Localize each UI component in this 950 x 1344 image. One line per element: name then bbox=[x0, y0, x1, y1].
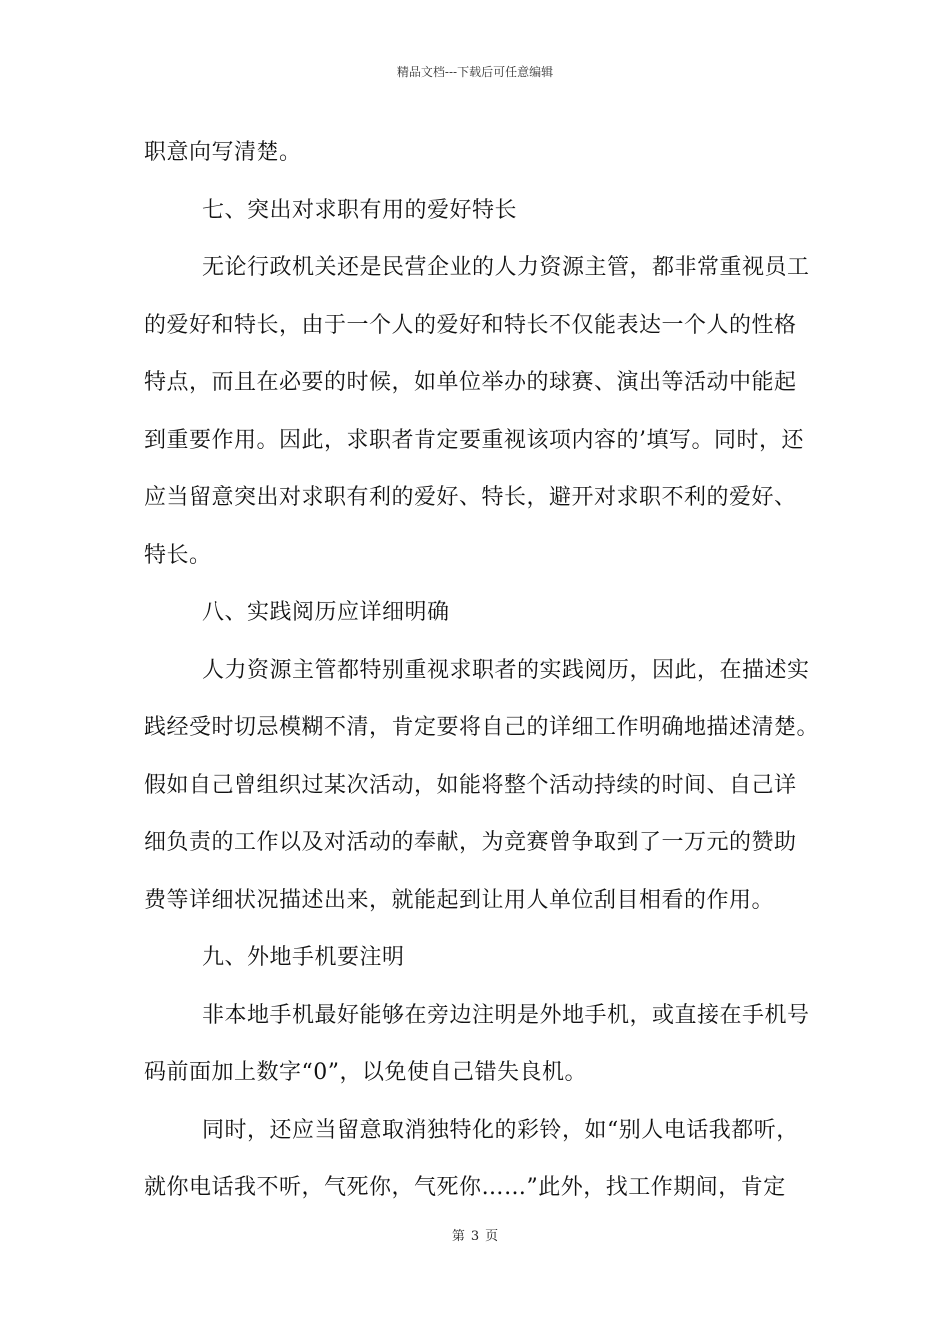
text-line: 践经受时切忌模糊不清，肯定要将自己的详细工作明确地描述清楚。 bbox=[144, 715, 820, 740]
text-line: 的爱好和特长，由于一个人的爱好和特长不仅能表达一个人的性格 bbox=[144, 312, 797, 338]
text-line: 职意向写清楚。 bbox=[144, 140, 302, 165]
page-number-suffix: 页 bbox=[485, 1229, 499, 1244]
section-heading: 九、外地手机要注明 bbox=[202, 945, 405, 970]
text-line: 细负责的工作以及对活动的奉献，为竞赛曾争取到了一万元的赞助 bbox=[144, 830, 797, 855]
text-line: 应当留意突出对求职有利的爱好、特长，避开对求职不利的爱好、 bbox=[144, 485, 797, 510]
text-line: 码前面加上数字“0”，以免使自己错失良机。 bbox=[144, 1060, 587, 1085]
page-header: 精品文档---下载后可任意编辑 bbox=[396, 65, 554, 79]
text-line: 到重要作用。因此，求职者肯定要重视该项内容的’填写。同时，还 bbox=[144, 427, 804, 453]
text-line: 同时，还应当留意取消独特化的彩铃，如“别人电话我都听， bbox=[202, 1117, 799, 1143]
text-line: 无论行政机关还是民营企业的人力资源主管，都非常重视员工 bbox=[202, 255, 810, 280]
text-line: 特长。 bbox=[144, 542, 212, 568]
text-line: 就你电话我不听，气死你，气死你……”此外，找工作期间，肯定 bbox=[144, 1175, 786, 1200]
page-number-prefix: 第 bbox=[451, 1229, 465, 1244]
text-line: 费等详细状况描述出来，就能起到让用人单位刮目相看的作用。 bbox=[144, 887, 775, 913]
text-line: 特点，而且在必要的时候，如单位举办的球赛、演出等活动中能起 bbox=[144, 370, 797, 395]
text-line: 非本地手机最好能够在旁边注明是外地手机，或直接在手机号 bbox=[202, 1002, 810, 1028]
page-number: 3 bbox=[470, 1229, 480, 1244]
section-heading: 八、实践阅历应详细明确 bbox=[202, 600, 450, 625]
text-line: 假如自己曾组织过某次活动，如能将整个活动持续的时间、自己详 bbox=[144, 772, 797, 798]
text-line: 人力资源主管都特别重视求职者的实践阅历，因此，在描述实 bbox=[202, 657, 810, 683]
section-heading: 七、突出对求职有用的爱好特长 bbox=[202, 197, 518, 223]
page-footer bbox=[0, 1228, 950, 1246]
document-body bbox=[144, 128, 820, 1221]
